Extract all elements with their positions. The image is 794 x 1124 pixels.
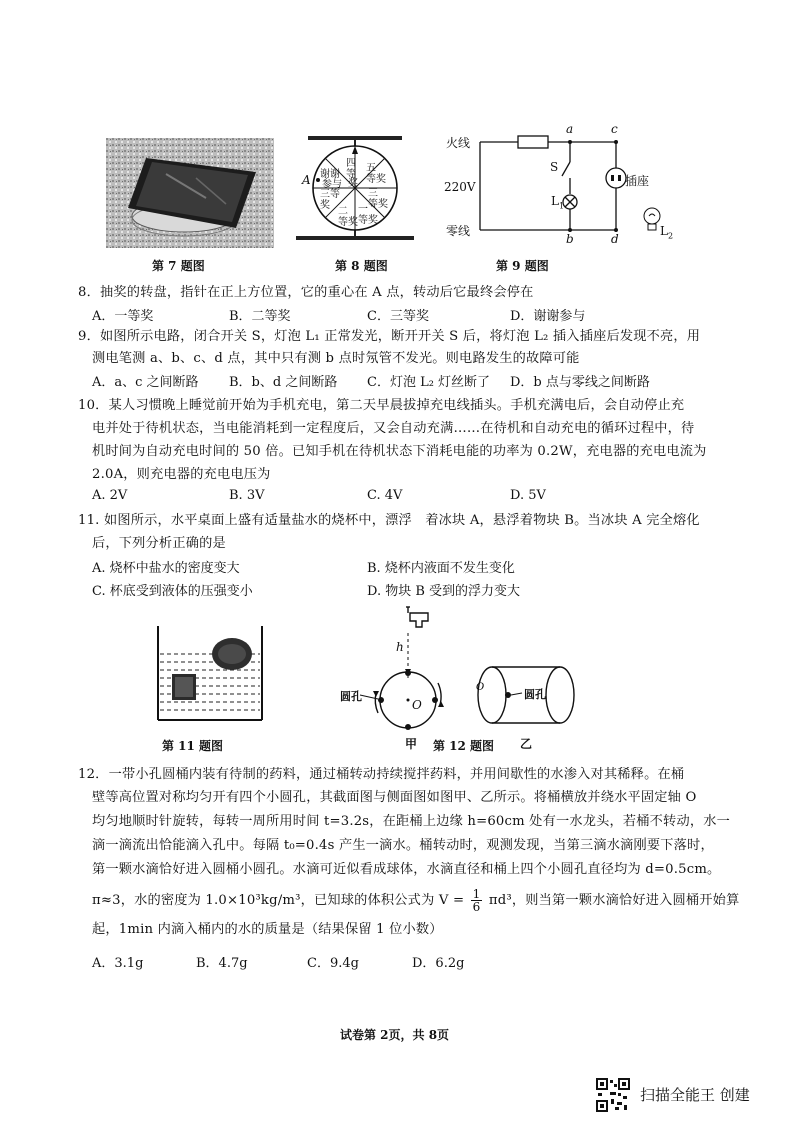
- wheel-sector-5: 二: [338, 206, 348, 217]
- voltage-label: 220V: [444, 180, 476, 194]
- bulb1-label: $L_1$: [551, 194, 565, 211]
- fig11-beaker: [150, 620, 270, 725]
- svg-text:等奖: 等奖: [358, 215, 378, 226]
- q8-option-a: A．一等奖: [92, 309, 154, 324]
- q12-line-2: 壁等高位置对称均匀开有四个小圆孔，其截面图与侧面图如图甲、乙所示。将桶横放并绕水平固定轴 O: [92, 790, 697, 805]
- svg-text:等奖: 等奖: [338, 217, 358, 228]
- wheel-sector-2: 五: [366, 163, 376, 174]
- fig8-wheel-figure: [290, 128, 420, 248]
- wheel-sector-6: 三等: [320, 189, 340, 200]
- fig12-hole-label-left: 圆孔: [340, 690, 362, 703]
- q11-option-b: B. 烧杯内液面不发生变化: [367, 561, 515, 576]
- svg-text:等: 等: [346, 169, 356, 180]
- q11-option-a: A. 烧杯中盐水的密度变大: [92, 561, 240, 576]
- q10-option-b: B. 3V: [229, 488, 265, 503]
- q8-option-c: C．三等奖: [367, 309, 429, 324]
- svg-text:奖: 奖: [320, 200, 330, 211]
- q11-option-d: D. 物块 B 受到的浮力变大: [367, 584, 521, 599]
- q12-line-1: 12．一带小孔圆桶内装有待制的药料，通过桶转动持续搅拌药料，并用间歇性的水渗入对其稀释。在桶: [78, 767, 685, 782]
- q8-option-b: B．二等奖: [229, 309, 291, 324]
- q12-line-3: 均匀地顺时针旋转，每转一周所用时间 t=3.2s，在距桶上边缘 h=60cm 处有一水龙头，若桶不转动，水一: [92, 814, 730, 829]
- fig9-caption: 第 9 题图: [496, 259, 549, 273]
- q9-option-d: D．b 点与零线之间断路: [510, 375, 650, 390]
- svg-text:参与: 参与: [322, 179, 342, 190]
- scanner-watermark: 扫描全能王 创建: [640, 1086, 750, 1104]
- fig12-cross-section: [340, 603, 450, 733]
- fig12-caption: 第 12 题图: [433, 739, 495, 753]
- q10-line-1: 10．某人习惯晚上睡觉前开始为手机充电，第二天早晨拔掉充电线插头。手机充满电后，会自动停止充: [78, 398, 685, 413]
- q8-option-d: D．谢谢参与: [510, 309, 586, 324]
- q9-option-b: B．b、d 之间断路: [229, 375, 338, 390]
- live-wire-label: 火线: [446, 136, 471, 150]
- q12-option-a: A．3.1g: [92, 956, 144, 971]
- q10-option-a: A. 2V: [92, 488, 128, 503]
- q9-option-c: C．灯泡 L₂ 灯丝断了: [367, 375, 491, 390]
- page-footer: 试卷第 2页，共 8页: [340, 1028, 450, 1042]
- q10-line-4: 2.0A，则充电器的充电电压为: [92, 467, 271, 482]
- q9-line-2: 测电笔测 a、b、c、d 点，其中只有测 b 点时氖管不发光。则电路发生的故障可能: [92, 351, 580, 366]
- q12-line-7: 起，1min 内滴入桶内的水的质量是（结果保留 1 位小数）: [92, 922, 443, 937]
- svg-text:等奖: 等奖: [366, 174, 386, 185]
- bulb2-label: $L_2$: [660, 224, 674, 241]
- q9-line-1: 9．如图所示电路，闭合开关 S，灯泡 L₁ 正常发光，断开开关 S 后，将灯泡 L₂ 插入插座后发现不亮，用: [78, 329, 701, 344]
- q12-line-6: π≈3，水的密度为 1.0×10³kg/m³，已知球的体积公式为 V = $\frac{1}{6}$ πd³，则当第一颗水滴恰好进入圆桶开始算: [92, 887, 740, 914]
- q10-option-d: D. 5V: [510, 488, 546, 503]
- q8-stem: 8．抽奖的转盘，指针在正上方位置，它的重心在 A 点，转动后它最终会停在: [78, 285, 534, 300]
- fig7-photo: [106, 138, 274, 248]
- socket-label: 插座: [625, 174, 650, 188]
- fig9-circuit: [440, 120, 690, 250]
- q11-line-2: 后，下列分析正确的是: [92, 536, 226, 551]
- wheel-sector-1: 四: [346, 158, 356, 169]
- q11-line-1: 11. 如图所示，水平桌面上盛有适量盐水的烧杯中，漂浮 着冰块 A，悬浮着物块 B。当冰块 A 完全熔化: [78, 513, 700, 528]
- q12-option-b: B．4.7g: [196, 956, 248, 971]
- q9-option-a: A．a、c 之间断路: [92, 375, 199, 390]
- point-a: a: [566, 122, 574, 136]
- svg-text:等奖: 等奖: [368, 199, 388, 210]
- wheel-sector-4: 一: [358, 204, 368, 215]
- fig12-hole-label-right: 圆孔: [524, 688, 546, 701]
- svg-text:O: O: [476, 682, 485, 693]
- point-c: c: [611, 122, 618, 136]
- switch-label: S: [550, 160, 559, 174]
- fig8-caption: 第 8 题图: [335, 259, 388, 273]
- q10-line-3: 机时间为自动充电时间的 50 倍。已知手机在待机状态下消耗电能的功率为 0.2W，充电器的充电电流为: [92, 444, 707, 459]
- fig7-caption: 第 7 题图: [152, 259, 205, 273]
- point-b: b: [566, 232, 574, 246]
- point-d: d: [611, 232, 619, 246]
- neutral-wire-label: 零线: [446, 224, 471, 238]
- q12-option-d: D．6.2g: [412, 956, 465, 971]
- q10-option-c: C. 4V: [367, 488, 403, 503]
- q12-option-c: C．9.4g: [307, 956, 359, 971]
- svg-text:奖: 奖: [348, 178, 358, 189]
- fig12-right-caption: 乙: [520, 737, 533, 751]
- q12-line-5: 第一颗水滴恰好进入圆桶小圆孔。水滴可近似看成球体，水滴直径和桶上四个小圆孔直径均为 d=0.5cm。: [92, 862, 721, 877]
- fig12-o-label: O: [412, 698, 422, 712]
- wheel-sector-7: 谢谢: [320, 169, 340, 180]
- q11-option-c: C. 杯底受到液体的压强变小: [92, 584, 253, 599]
- wheel-pointer-label: A: [302, 173, 311, 187]
- q10-line-2: 电并处于待机状态，当电能消耗到一定程度后，又会自动充满……在待机和自动充电的循环过程中，待: [92, 421, 695, 436]
- q12-line-4: 滴一滴流出恰能滴入孔中。每隔 t₀=0.4s 产生一滴水。桶转动时，观测发现，当第三滴水滴刚要下落时，: [92, 838, 714, 853]
- wheel-sector-3: 三: [368, 188, 378, 199]
- fig11-caption: 第 11 题图: [162, 739, 224, 753]
- qr-code-icon: [596, 1078, 630, 1112]
- fig12-left-caption: 甲: [405, 737, 418, 751]
- fig12-h-label: h: [396, 640, 404, 654]
